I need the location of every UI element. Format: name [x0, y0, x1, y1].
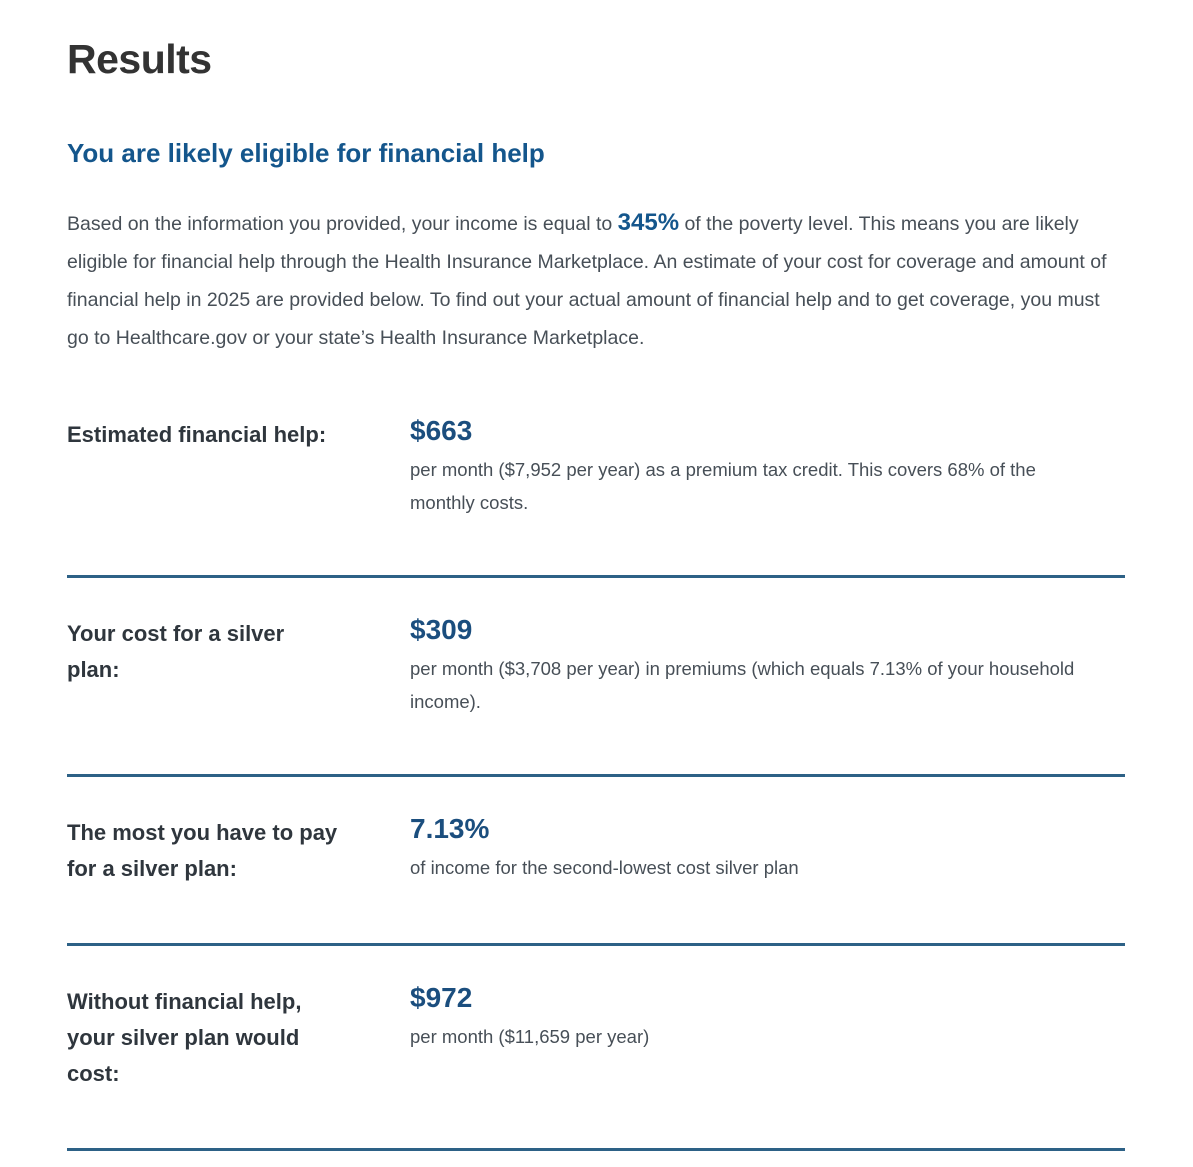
page-title: Results: [67, 36, 212, 82]
result-row: [67, 578, 1125, 777]
intro-paragraph: [67, 205, 1125, 357]
result-row-value: $972: [410, 982, 473, 1013]
results-table: [67, 379, 1125, 1151]
result-row-value-block: [410, 616, 1110, 718]
result-row-value-block: [410, 815, 1110, 884]
result-row-description: per month ($7,952 per year) as a premium tax credit. This covers 68% of the monthly costs.: [410, 459, 1036, 513]
result-row: [67, 946, 1125, 1151]
result-row-description: of income for the second-lowest cost silver plan: [410, 857, 799, 878]
results-page: [67, 0, 1125, 1151]
result-row-label: Your cost for a silver plan:: [67, 621, 285, 682]
result-row-label: The most you have to pay for a silver plan:: [67, 820, 338, 881]
result-row: [67, 379, 1125, 578]
result-row-label: Estimated financial help:: [67, 422, 327, 447]
intro-text-before: Based on the information you provided, your income is equal to: [67, 213, 618, 235]
result-row-value-block: [410, 417, 1110, 519]
result-row-description: per month ($3,708 per year) in premiums (which equals 7.13% of your household income).: [410, 658, 1075, 712]
result-row-value: $663: [410, 415, 473, 446]
result-row-value: $309: [410, 614, 473, 645]
intro-text-after: of the poverty level. This means you are likely eligible for financial help through the Health Insurance Marketplace. An estimate of your cost for coverage and amount of financial help in 2025 are provided below. To find out your actual amount of financial help and to get coverage, you must go to Healthcare.gov or your state’s Health Insurance Marketplace.: [67, 213, 1107, 349]
result-row-label: Without financial help, your silver plan would cost:: [67, 989, 302, 1086]
poverty-level-percentage: 345%: [617, 209, 680, 236]
result-row-description: per month ($11,659 per year): [410, 1026, 650, 1047]
result-row-value: 7.13%: [410, 813, 490, 844]
result-row-value-block: [410, 984, 1110, 1053]
result-row: [67, 777, 1125, 946]
eligibility-heading: You are likely eligible for financial help: [67, 138, 545, 168]
